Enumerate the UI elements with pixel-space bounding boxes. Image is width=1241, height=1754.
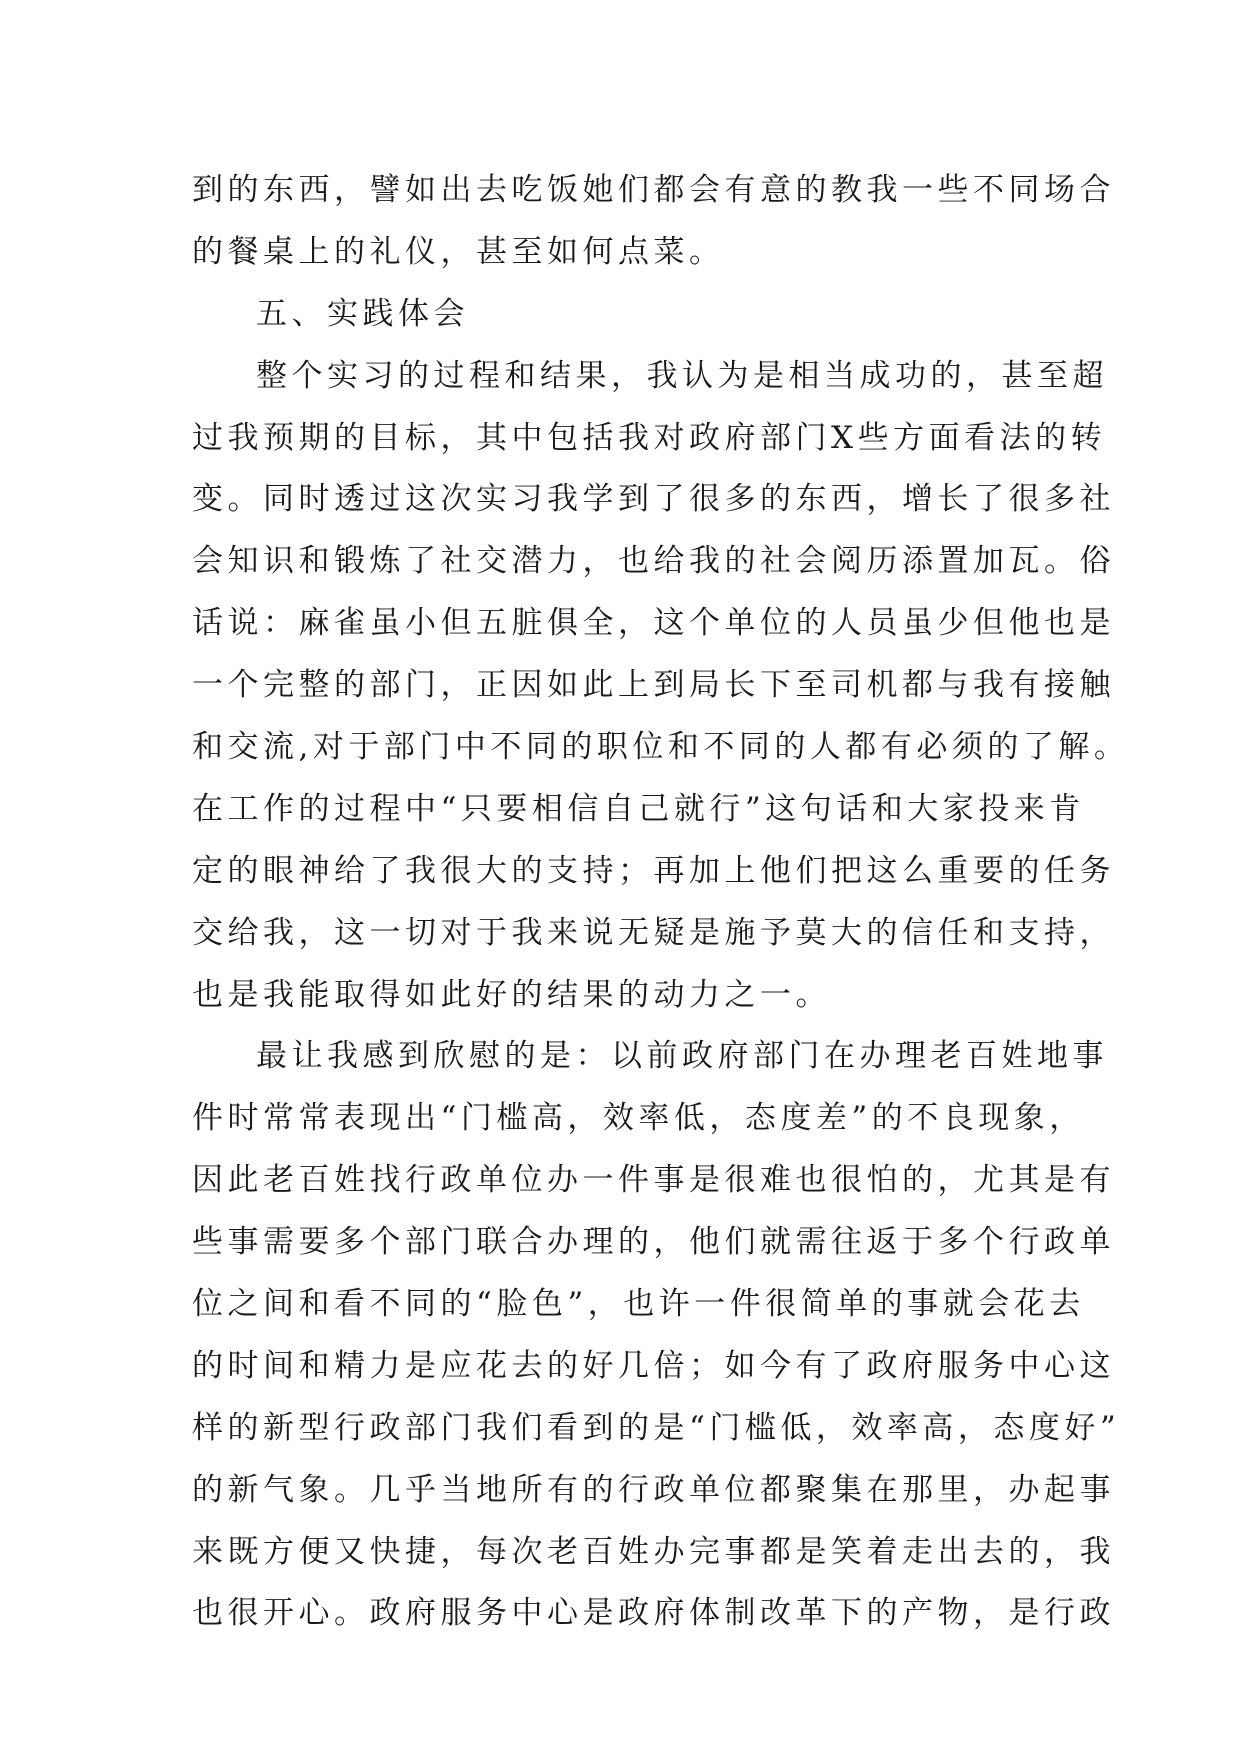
text-line: 交给我，这一切对于我来说无疑是施予莫大的信任和支持， [192,914,1115,951]
text-line: 样的新型行政部门我们看到的是“门槛低，效率高，态度好” [192,1409,1121,1446]
text-line: 件时常常表现出“门槛高，效率低，态度差”的不良现象， [192,1100,1085,1137]
document-body [192,160,1130,1645]
text-line: 的新气象。几乎当地所有的行政单位都聚集在那里，办起事 [192,1471,1115,1508]
section-heading: 五、实践体会 [256,295,469,332]
text-line: 定的眼神给了我很大的支持；再加上他们把这么重要的任务 [192,852,1115,889]
text-line: 位之间和看不同的“脸色”，也许一件很简单的事就会花去 [192,1286,1085,1323]
text-line: 些事需要多个部门联合办理的，他们就需往返于多个行政单 [192,1224,1115,1261]
text-line: 的餐桌上的礼仪，甚至如何点菜。 [192,233,725,270]
text-line: 和交流,对于部门中不同的职位和不同的人都有必须的了解。 [192,729,1130,766]
text-line: 整个实习的过程和结果，我认为是相当成功的，甚至超 [256,357,1108,394]
text-line: 也是我能取得如此好的结果的动力之一。 [192,976,831,1013]
text-line: 会知识和锻炼了社交潜力，也给我的社会阅历添置加瓦。俗 [192,543,1115,580]
text-line: 过我预期的目标，其中包括我对政府部门X些方面看法的转 [192,419,1107,456]
text-line: 因此老百姓找行政单位办一件事是很难也很怕的，尤其是有 [192,1162,1115,1199]
text-line: 最让我感到欣慰的是：以前政府部门在办理老百姓地事 [256,1038,1108,1075]
text-line: 的时间和精力是应花去的好几倍；如今有了政府服务中心这 [192,1347,1115,1384]
text-line: 也很开心。政府服务中心是政府体制改革下的产物，是行政 [192,1595,1115,1632]
text-line: 来既方便又快捷，每次老百姓办完事都是笑着走出去的，我 [192,1533,1115,1570]
text-line: 一个完整的部门，正因如此上到局长下至司机都与我有接触 [192,667,1115,704]
text-line: 在工作的过程中“只要相信自己就行”这句话和大家投来肯 [192,790,1085,827]
text-line: 话说：麻雀虽小但五脏俱全，这个单位的人员虽少但他也是 [192,605,1115,642]
text-line: 变。同时透过这次实习我学到了很多的东西，增长了很多社 [192,481,1115,518]
text-line: 到的东西，譬如出去吃饭她们都会有意的教我一些不同场合 [192,172,1115,208]
